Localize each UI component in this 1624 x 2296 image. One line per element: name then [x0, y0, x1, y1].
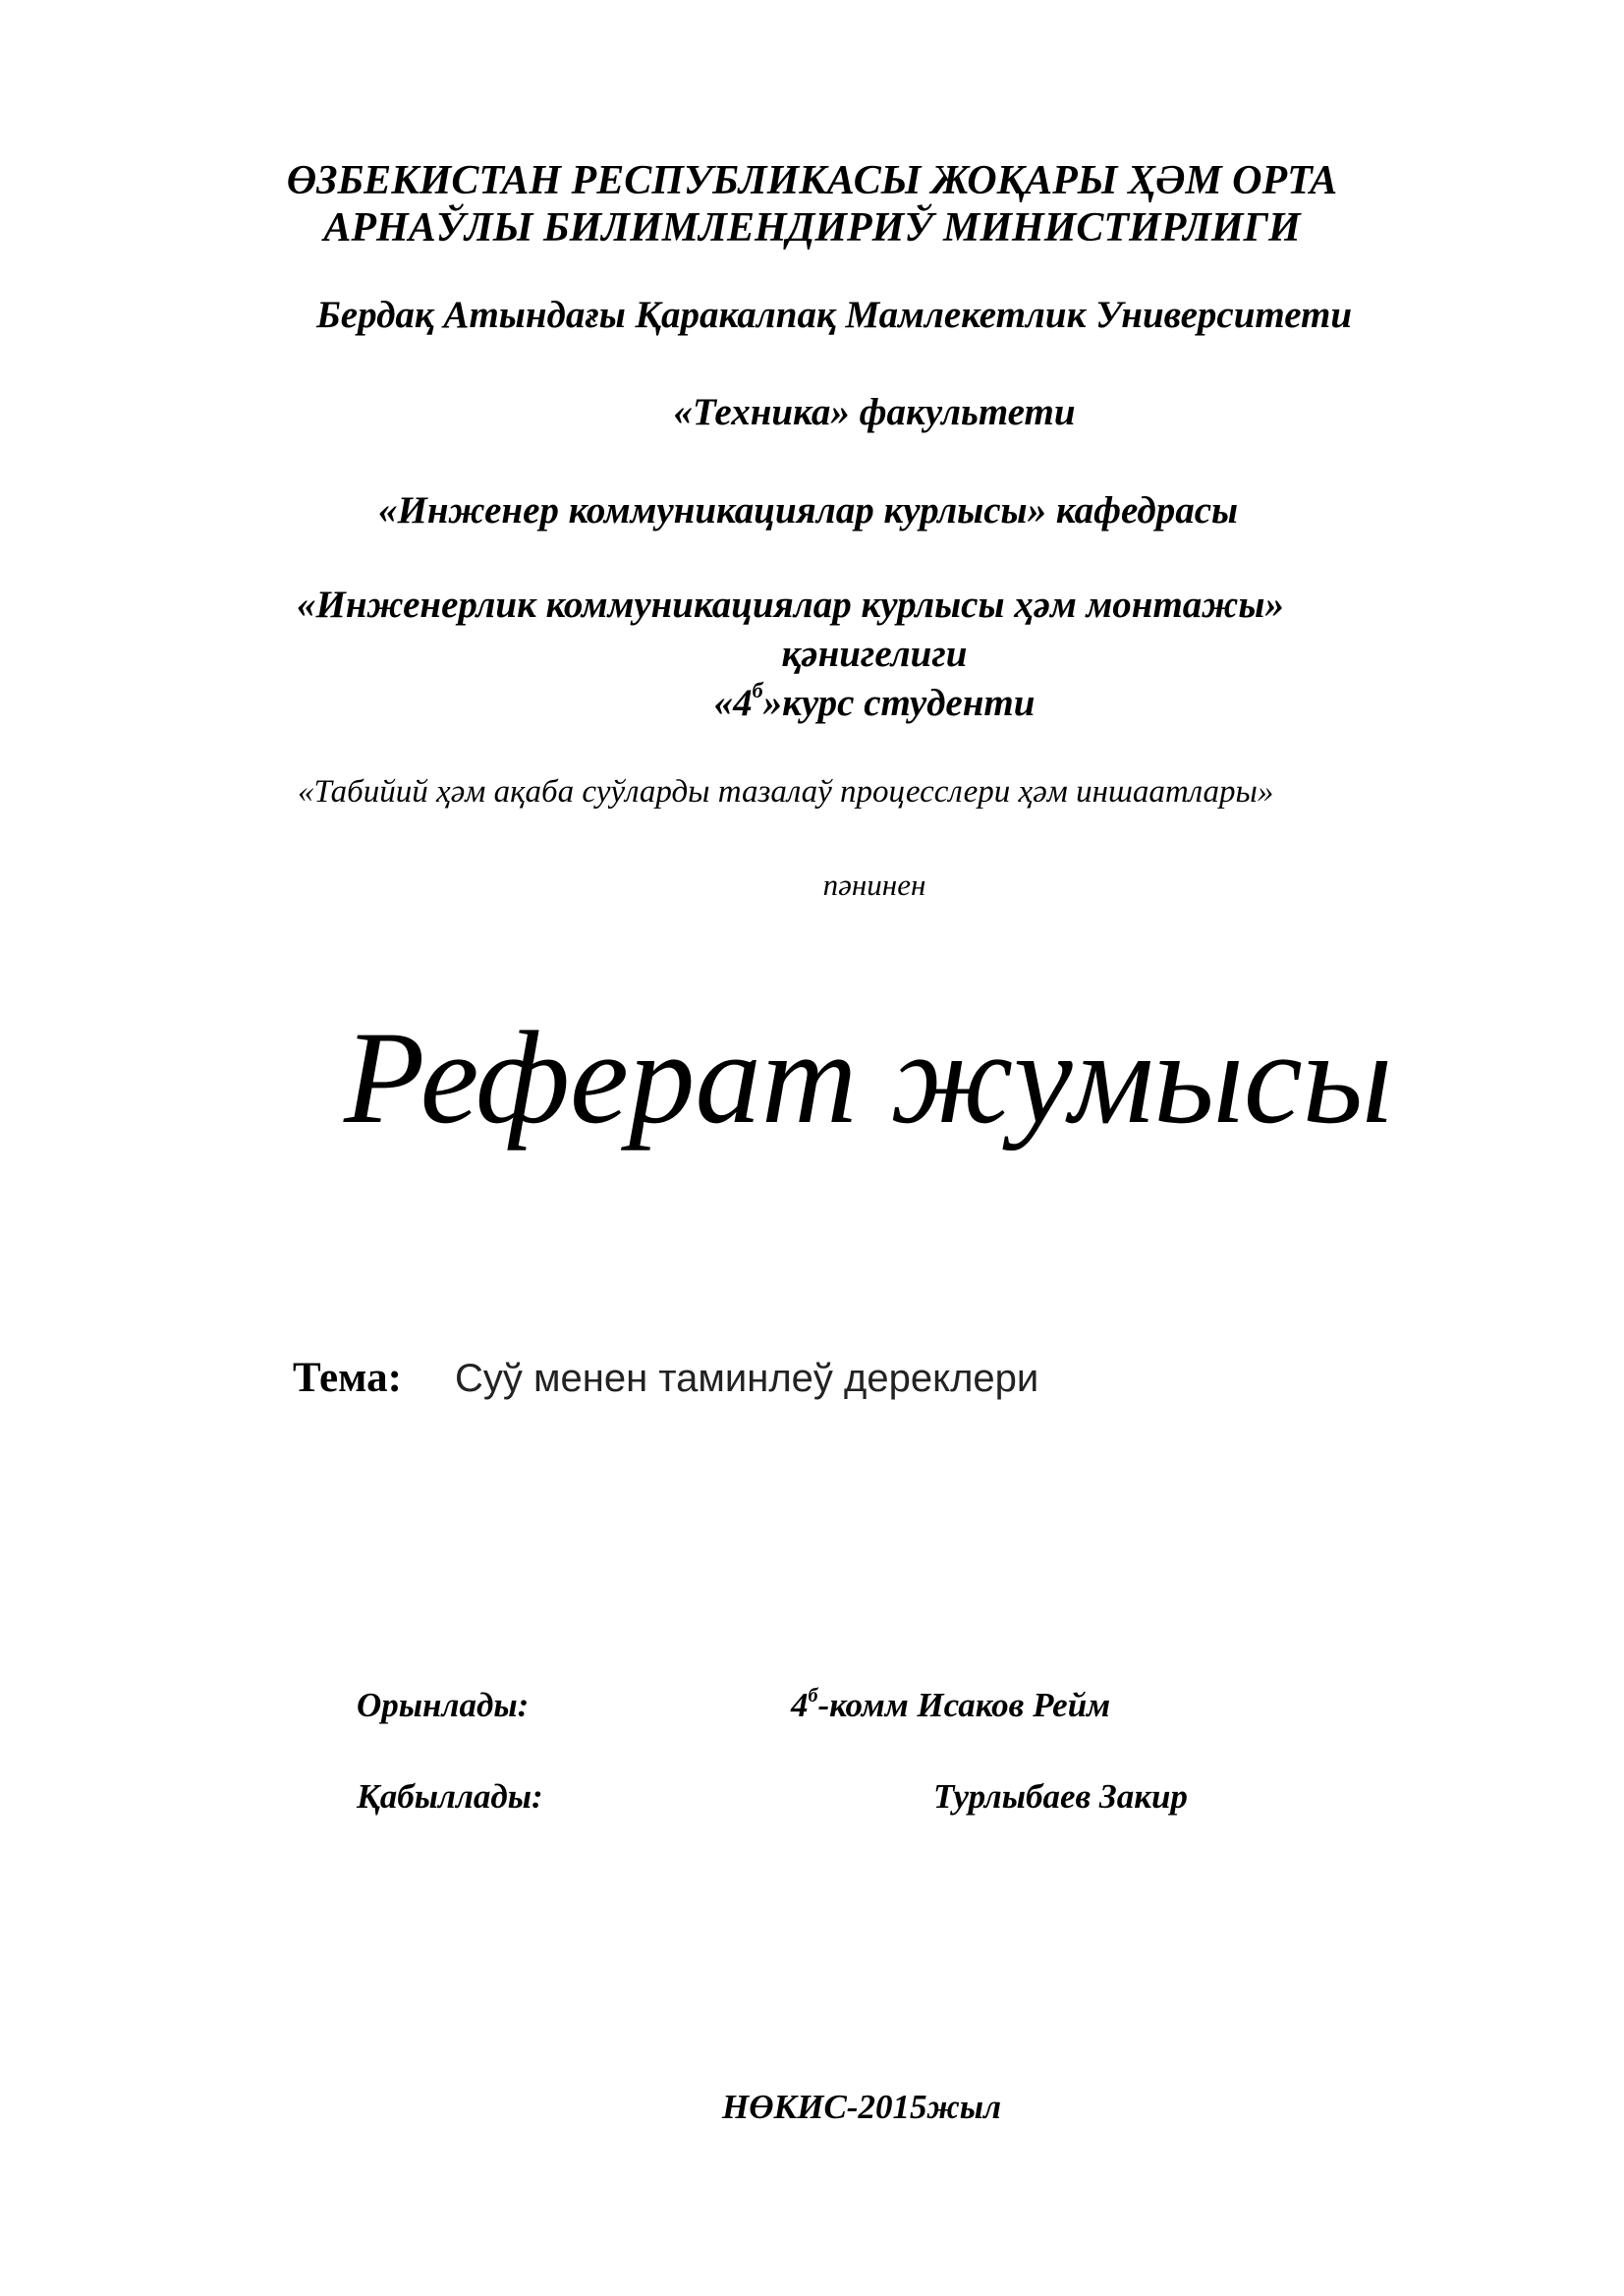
- performed-group: 4: [791, 1686, 809, 1724]
- university-name: Бердақ Атындағы Қаракалпақ Мамлекетлик Университети: [316, 294, 1353, 336]
- department-name: «Инженер коммуникациялар курлысы» кафедрасы: [378, 489, 1239, 532]
- ministry-line-2: АРНАЎЛЫ БИЛИМЛЕНДИРИЎ МИНИСТИРЛИГИ: [323, 205, 1301, 251]
- course-superscript: б: [752, 678, 763, 702]
- course-suffix: »курс студенти: [762, 682, 1036, 724]
- performed-by-label: Орынлады:: [357, 1686, 530, 1724]
- specialty-line-2: қәнигелиги: [781, 633, 968, 675]
- city-year: НӨКИС-2015жыл: [722, 2088, 1002, 2126]
- topic-label: Тема:: [293, 1355, 402, 1401]
- accepted-by-value: Турлыбаев Закир: [933, 1777, 1188, 1816]
- accepted-by-label: Қабыллады:: [357, 1777, 543, 1816]
- topic-value: Суў менен таминлеў дереклери: [455, 1357, 1039, 1400]
- subject-name: «Табийий ҳәм ақаба суўларды тазалаў процесслери ҳәм иншаатлары»: [298, 774, 1274, 810]
- ministry-heading: [0, 157, 1624, 252]
- specialty-line-1: «Инженерлик коммуникациялар курлысы ҳәм монтажы»: [297, 584, 1284, 626]
- course-prefix: «4: [713, 682, 753, 724]
- ministry-line-1: ӨЗБЕКИСТАН РЕСПУБЛИКАСЫ ЖОҚАРЫ ҲӘМ ОРТА: [286, 158, 1338, 203]
- performed-by-value: [791, 1686, 1110, 1725]
- document-title: Реферат жумысы: [344, 1005, 1393, 1151]
- performed-group-superscript: б: [808, 1685, 818, 1708]
- course-line: [0, 678, 1624, 725]
- subject-suffix: пәнинен: [822, 868, 926, 902]
- performed-name: -комм Исаков Рейм: [817, 1686, 1111, 1724]
- faculty-name: «Техника» факультети: [673, 391, 1076, 433]
